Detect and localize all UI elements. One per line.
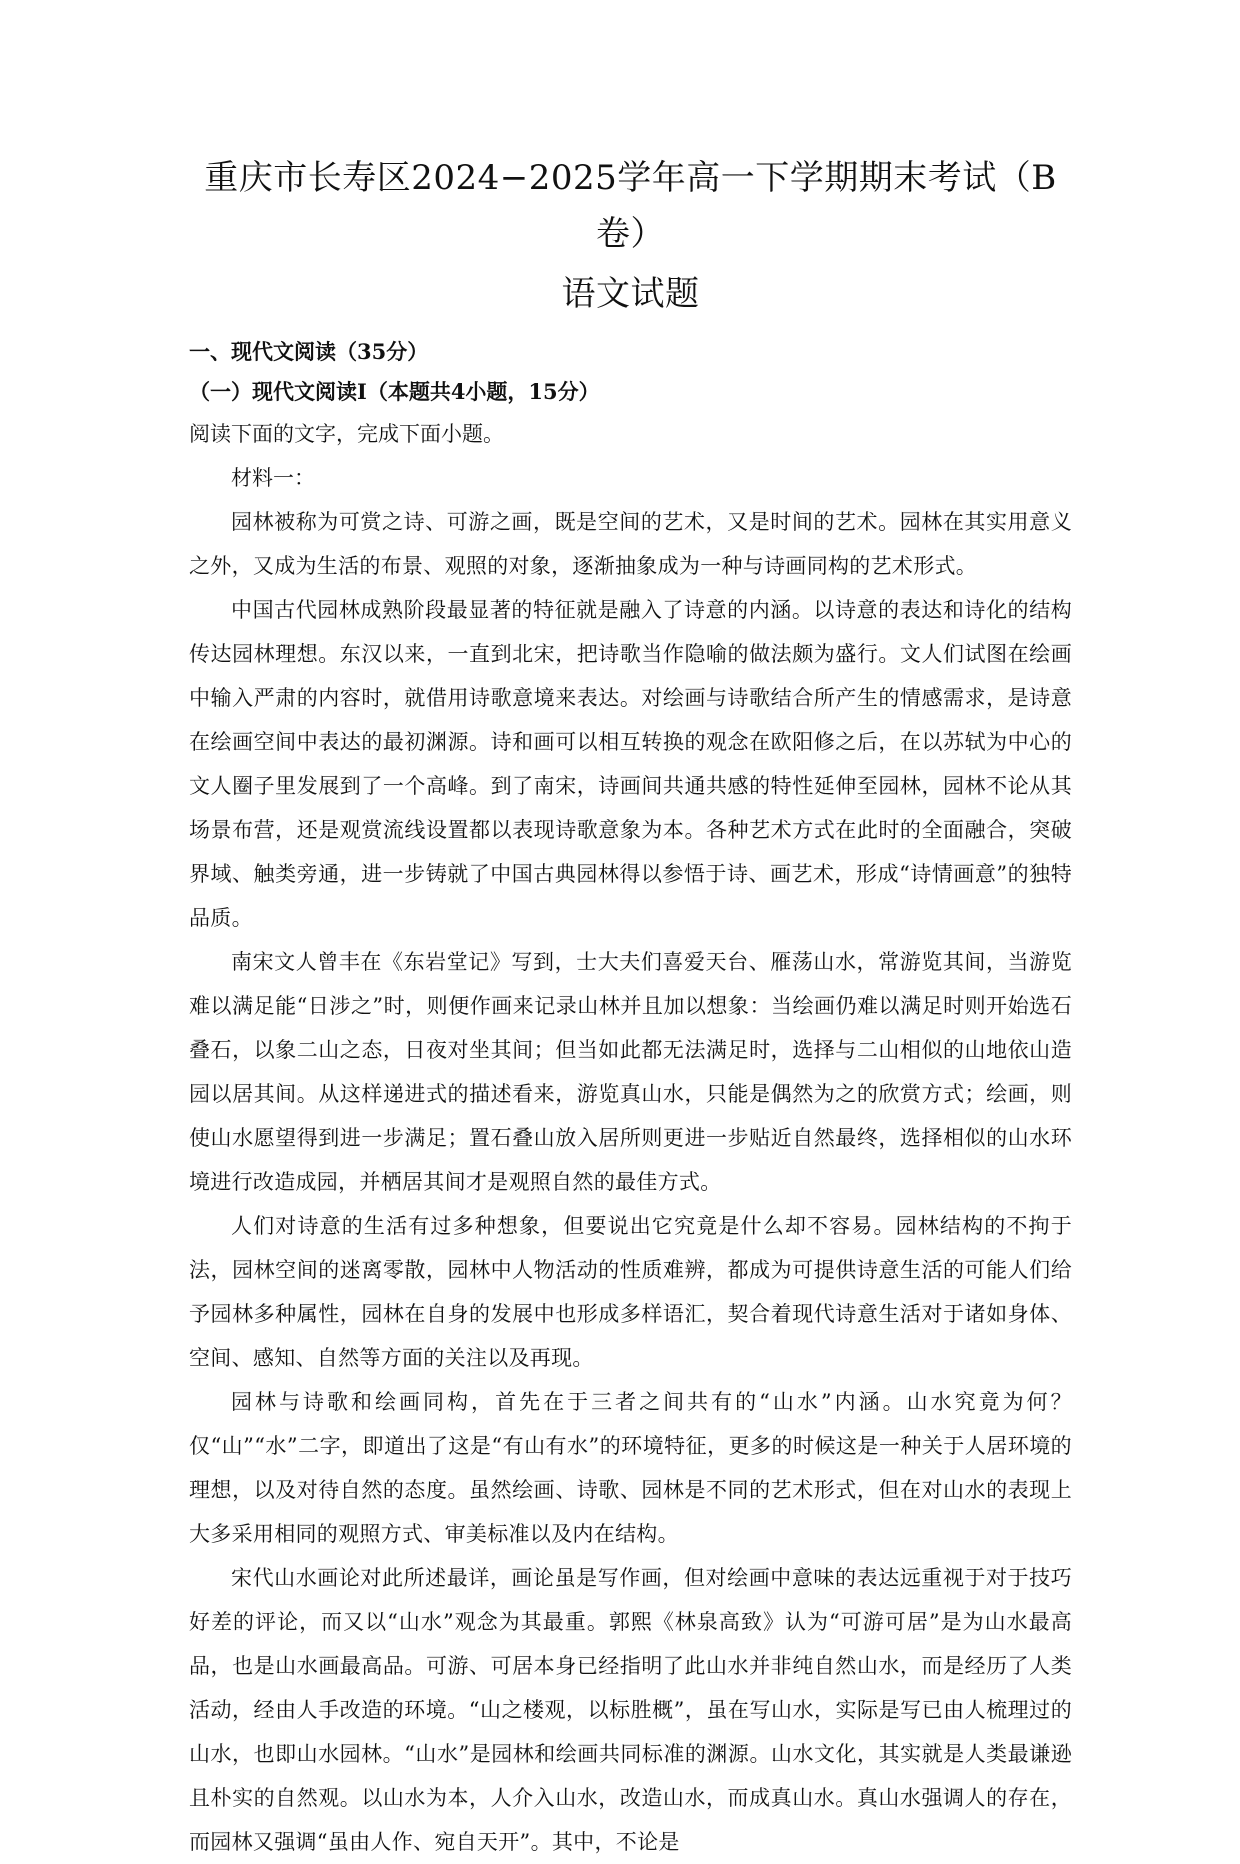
- subsection-heading: （一）现代文阅读Ⅰ（本题共4小题，15分）: [189, 379, 600, 404]
- paragraph-6: 宋代山水画论对此所述最详，画论虽是写作画，但对绘画中意味的表达远重视于对于技巧好差的评论，而又以“山水”观念为其最重。郭熙《林泉高致》认为“可游可居”是为山水最高品，也是山水画最高品。可游、可居本身已经指明了此山水并非纯自然山水，而是经历了人类活动，经由人手改造的环境。“山之楼观，以标胜概”，虽在写山水，实际是写已由人梳理过的山水，也即山水园林。“山水”是园林和绘画共同标准的渊源。山水文化，其实就是人类最谦逊且朴实的自然观。以山水为本，人介入山水，改造山水，而成真山水。真山水强调人的存在，而园林又强调“虽由人作、宛自天开”。其中，不论是: [189, 1566, 1072, 1854]
- paragraph-5: 园林与诗歌和绘画同构，首先在于三者之间共有的“山水”内涵。山水究竟为何？仅“山”“水”二字，即道出了这是“有山有水”的环境特征，更多的时候这是一种关于人居环境的理想，以及对待自然的态度。虽然绘画、诗歌、园林是不同的艺术形式，但在对山水的表现上大多采用相同的观照方式、审美标准以及内在结构。: [189, 1390, 1072, 1546]
- paragraph-2: 中国古代园林成熟阶段最显著的特征就是融入了诗意的内涵。以诗意的表达和诗化的结构传达园林理想。东汉以来，一直到北宋，把诗歌当作隐喻的做法颇为盛行。文人们试图在绘画中输入严肃的内容时，就借用诗歌意境来表达。对绘画与诗歌结合所产生的情感需求，是诗意在绘画空间中表达的最初渊源。诗和画可以相互转换的观念在欧阳修之后，在以苏轼为中心的文人圈子里发展到了一个高峰。到了南宋，诗画间共通共感的特性延伸至园林，园林不论从其场景布营，还是观赏流线设置都以表现诗歌意象为本。各种艺术方式在此时的全面融合，突破界域、触类旁通，进一步铸就了中国古典园林得以参悟于诗、画艺术，形成“诗情画意”的独特品质。: [189, 598, 1072, 930]
- material-label: 材料一：: [231, 466, 315, 490]
- paragraph-4: 人们对诗意的生活有过多种想象，但要说出它究竟是什么却不容易。园林结构的不拘于法，园林空间的迷离零散，园林中人物活动的性质难辨，都成为可提供诗意生活的可能人们给予园林多种属性，园林在自身的发展中也形成多样语汇，契合着现代诗意生活对于诸如身体、空间、感知、自然等方面的关注以及再现。: [189, 1214, 1072, 1370]
- reading-instruction: 阅读下面的文字，完成下面小题。: [189, 422, 504, 446]
- exam-subtitle: 语文试题: [561, 274, 700, 314]
- paragraph-3: 南宋文人曾丰在《东岩堂记》写到，士大夫们喜爱天台、雁荡山水，常游览其间，当游览难以满足能“日涉之”时，则便作画来记录山林并且加以想象：当绘画仍难以满足时则开始选石叠石，以象二山之态，日夜对坐其间；但当如此都无法满足时，选择与二山相似的山地依山造园以居其间。从这样递进式的描述看来，游览真山水，只能是偶然为之的欣赏方式；绘画，则使山水愿望得到进一步满足；置石叠山放入居所则更进一步贴近自然最终，选择相似的山水环境进行改造成园，并栖居其间才是观照自然的最佳方式。: [189, 950, 1072, 1194]
- exam-title: 重庆市长寿区2024−2025学年高一下学期期末考试（B卷）: [204, 158, 1057, 254]
- paragraph-1: 园林被称为可赏之诗、可游之画，既是空间的艺术，又是时间的艺术。园林在其实用意义之外，又成为生活的布景、观照的对象，逐渐抽象成为一种与诗画同构的艺术形式。: [189, 510, 1072, 578]
- section-heading: 一、现代文阅读（35分）: [189, 339, 429, 364]
